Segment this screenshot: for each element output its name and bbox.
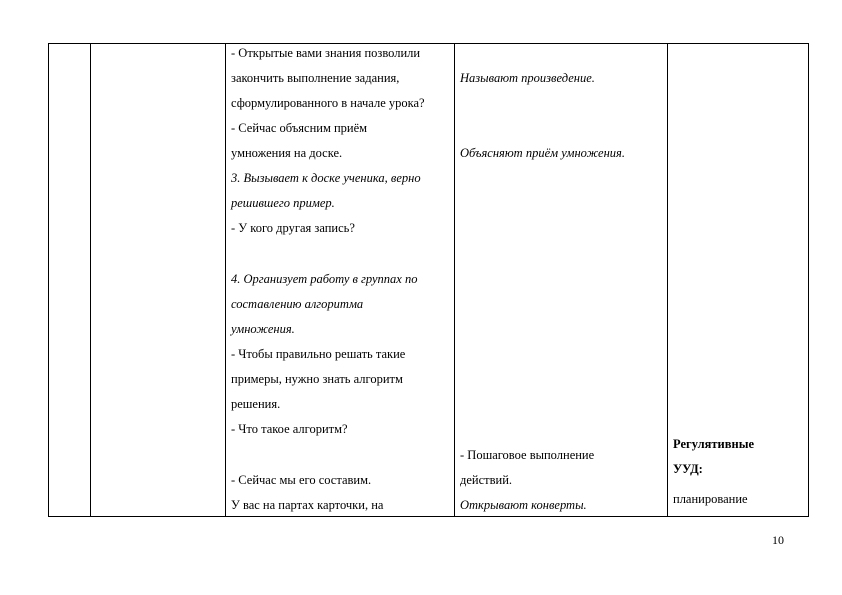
student-line: Открывают конверты. xyxy=(460,498,587,512)
teacher-line: составлению алгоритма xyxy=(231,297,364,311)
table-row xyxy=(49,44,809,517)
teacher-line: сформулированного в начале урока? xyxy=(231,96,425,110)
teacher-line: 4. Организует работу в группах по xyxy=(231,272,418,286)
student-line: Объясняют приём умножения. xyxy=(460,146,625,160)
student-activity-cell xyxy=(455,44,668,517)
stage-number-cell xyxy=(49,44,91,517)
uud-line: планирование xyxy=(673,492,748,506)
page-number: 10 xyxy=(772,533,784,547)
teacher-line: решившего пример. xyxy=(231,196,335,210)
teacher-line: - У кого другая запись? xyxy=(231,221,355,235)
lesson-plan-table xyxy=(48,43,809,517)
student-line: действий. xyxy=(460,473,513,487)
teacher-line: - Открытые вами знания позволили xyxy=(231,46,421,60)
uud-line: УУД: xyxy=(673,462,703,476)
stage-name-cell xyxy=(91,44,226,517)
teacher-line: 3. Вызывает к доске ученика, верно xyxy=(231,171,421,185)
teacher-activity-cell xyxy=(226,44,455,517)
teacher-line: решения. xyxy=(231,397,281,411)
teacher-line: примеры, нужно знать алгоритм xyxy=(231,372,403,386)
uud-cell xyxy=(668,44,809,517)
teacher-line: закончить выполнение задания, xyxy=(231,71,400,85)
teacher-line: - Сейчас мы его составим. xyxy=(231,473,372,487)
teacher-line: - Чтобы правильно решать такие xyxy=(231,347,406,361)
student-line: Называют произведение. xyxy=(460,71,595,85)
teacher-line: умножения на доске. xyxy=(231,146,343,160)
uud-line: Регулятивные xyxy=(673,437,755,451)
teacher-line: - Что такое алгоритм? xyxy=(231,422,348,436)
student-line: - Пошаговое выполнение xyxy=(460,448,595,462)
teacher-line: У вас на партах карточки, на xyxy=(231,498,384,512)
teacher-line: - Сейчас объясним приём xyxy=(231,121,368,135)
teacher-line: умножения. xyxy=(231,322,295,336)
